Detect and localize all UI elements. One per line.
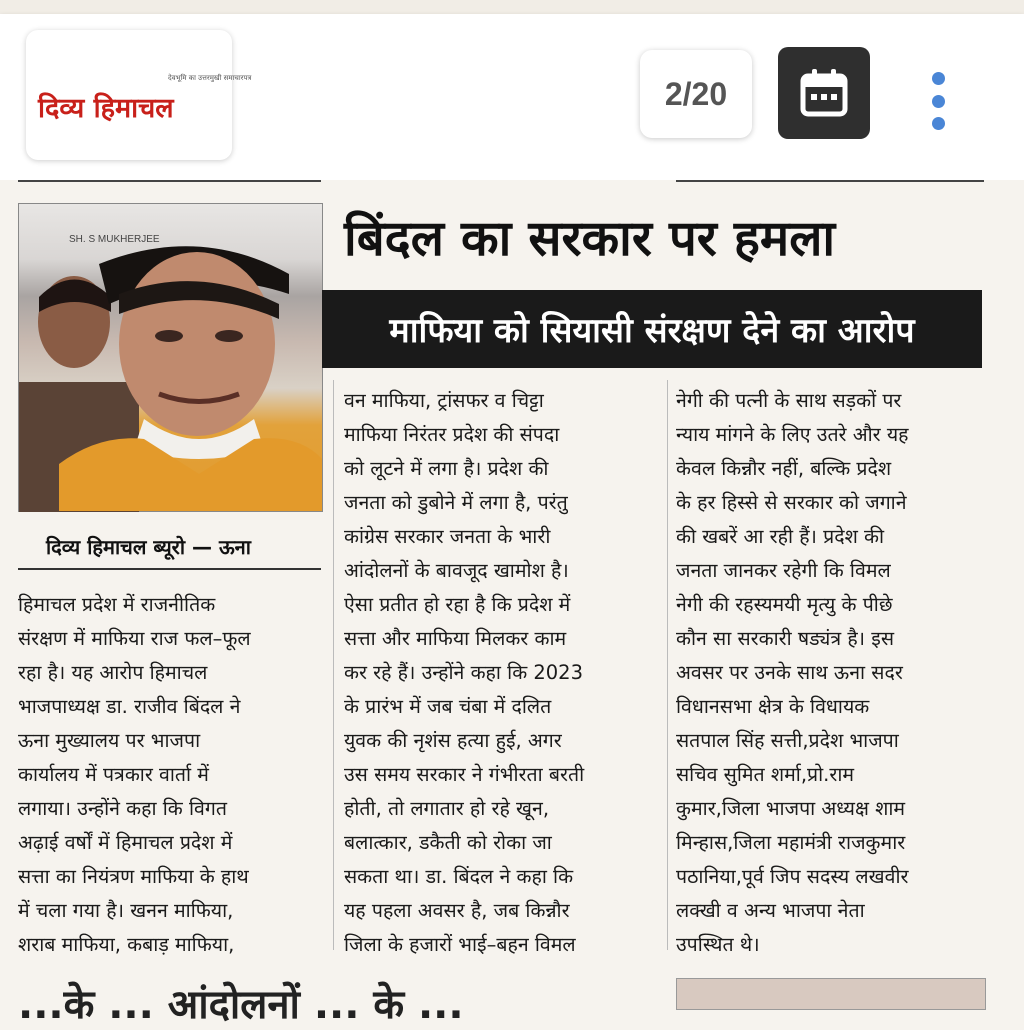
article-column-2 — [344, 384, 660, 962]
logo-tagline: देवभूमि का उत्तरमुखी समाचारपत्र — [168, 74, 252, 82]
article-text-line: अवसर पर उनके साथ ऊना सदर — [676, 661, 903, 684]
app-header — [0, 14, 1024, 180]
article-text-line: लक्खी व अन्य भाजपा नेता — [676, 899, 865, 922]
article-text-line: उस समय सरकार ने गंभीरता बरती — [344, 763, 585, 786]
article-text-line: को लूटने में लगा है। प्रदेश की — [344, 457, 549, 480]
more-options-button[interactable] — [916, 66, 960, 136]
calendar-icon — [797, 66, 851, 120]
article-text-line: हिमाचल प्रदेश में राजनीतिक — [18, 593, 216, 616]
article-byline: दिव्य हिमाचल ब्यूरो — ऊना — [46, 535, 251, 559]
article-text-line: रहा है। यह आरोप हिमाचल — [18, 661, 208, 684]
article-text-line: युवक की नृशंस हत्या हुई, अगर — [344, 729, 562, 752]
more-vertical-icon — [932, 72, 945, 85]
article-text-line: ऐसा प्रतीत हो रहा है कि प्रदेश में — [344, 593, 571, 616]
article-text-line: केवल किन्नौर नहीं, बल्कि प्रदेश — [676, 457, 892, 480]
next-article-headline: ...के ... आंदोलनों ... के ... — [18, 982, 464, 1028]
top-rule-left — [18, 180, 321, 182]
article-text-line: माफिया निरंतर प्रदेश की संपदा — [344, 423, 560, 446]
article-text-line: की खबरें आ रही हैं। प्रदेश की — [676, 525, 885, 548]
article-headline: बिंदल का सरकार पर हमला — [344, 210, 836, 267]
status-strip — [0, 0, 1024, 14]
article-text-line: कार्यालय में पत्रकार वार्ता में — [18, 763, 209, 786]
article-text-line: के प्रारंभ में जब चंबा में दलित — [344, 695, 552, 718]
article-text-line: सत्ता और माफिया मिलकर काम — [344, 627, 567, 650]
article-text-line: पठानिया,पूर्व जिप सदस्य लखवीर — [676, 865, 909, 888]
article-text-line: कौन सा सरकारी षड्यंत्र है। इस — [676, 627, 895, 650]
byline-rule — [18, 568, 321, 570]
article-text-line: शराब माफिया, कबाड़ माफिया, — [18, 933, 235, 956]
article-text-line: कुमार,जिला भाजपा अध्यक्ष शाम — [676, 797, 906, 820]
article-text-line: विधानसभा क्षेत्र के विधायक — [676, 695, 870, 718]
column-divider — [667, 380, 668, 950]
newspaper-logo[interactable] — [26, 30, 252, 160]
article-text-line: कांग्रेस सरकार जनता के भारी — [344, 525, 551, 548]
article-text-line: वन माफिया, ट्रांसफर व चिट्टा — [344, 389, 544, 412]
article-text-line: जिला के हजारों भाई–बहन विमल — [344, 933, 576, 956]
article-text-line: सत्ता का नियंत्रण माफिया के हाथ — [18, 865, 249, 888]
article-text-line: नेगी की पत्नी के साथ सड़कों पर — [676, 389, 902, 412]
article-text-line: जनता जानकर रहेगी कि विमल — [676, 559, 891, 582]
photo-banner-text: SH. S MUKHERJEE — [69, 234, 160, 245]
article-text-line: संरक्षण में माफिया राज फल–फूल — [18, 627, 251, 650]
photo-person-main — [59, 234, 322, 511]
column-divider — [333, 380, 334, 950]
article-text-line: सचिव सुमित शर्मा,प्रो.राम — [676, 763, 855, 786]
article-text-line: यह पहला अवसर है, जब किन्नौर — [344, 899, 570, 922]
article-text-line: जनता को डुबोने में लगा है, परंतु — [344, 491, 568, 514]
article-text-line: न्याय मांगने के लिए उतरे और यह — [676, 423, 909, 446]
article-text-line: मिन्हास,जिला महामंत्री राजकुमार — [676, 831, 906, 854]
top-rule-right — [676, 180, 984, 182]
newspaper-page[interactable] — [0, 180, 1024, 1028]
article-subheadline: माफिया को सियासी संरक्षण देने का आरोप — [322, 290, 982, 368]
article-text-line: होती, तो लगातार हो रहे खून, — [344, 797, 550, 820]
article-text-line: उपस्थित थे। — [676, 933, 760, 956]
article-text-line: आंदोलनों के बावजूद खामोश है। — [344, 559, 569, 582]
article-text-line: सकता था। डा. बिंदल ने कहा कि — [344, 865, 574, 888]
article-photo — [18, 203, 323, 512]
calendar-button[interactable] — [778, 47, 870, 139]
article-text-line: भाजपाध्यक्ष डा. राजीव बिंदल ने — [18, 695, 241, 718]
article-column-1 — [18, 588, 323, 962]
article-text-line: सतपाल सिंह सत्ती,प्रदेश भाजपा — [676, 729, 899, 752]
article-text-line: कर रहे हैं। उन्होंने कहा कि 2023 — [344, 661, 583, 684]
next-article-photo — [676, 978, 986, 1010]
article-text-line: नेगी की रहस्यमयी मृत्यु के पीछे — [676, 593, 893, 616]
logo-text: दिव्य हिमाचल — [38, 93, 174, 124]
article-text-line: में चला गया है। खनन माफिया, — [18, 899, 234, 922]
article-text-line: के हर हिस्से से सरकार को जगाने — [676, 491, 907, 514]
article-text-line: अढ़ाई वर्षों में हिमाचल प्रदेश में — [18, 831, 233, 854]
article-column-3 — [676, 384, 988, 962]
article-text-line: ऊना मुख्यालय पर भाजपा — [18, 729, 201, 752]
page-indicator[interactable]: 2/20 — [640, 50, 752, 138]
article-text-line: बलात्कार, डकैती को रोका जा — [344, 831, 552, 854]
article-text-line: लगाया। उन्होंने कहा कि विगत — [18, 797, 227, 820]
